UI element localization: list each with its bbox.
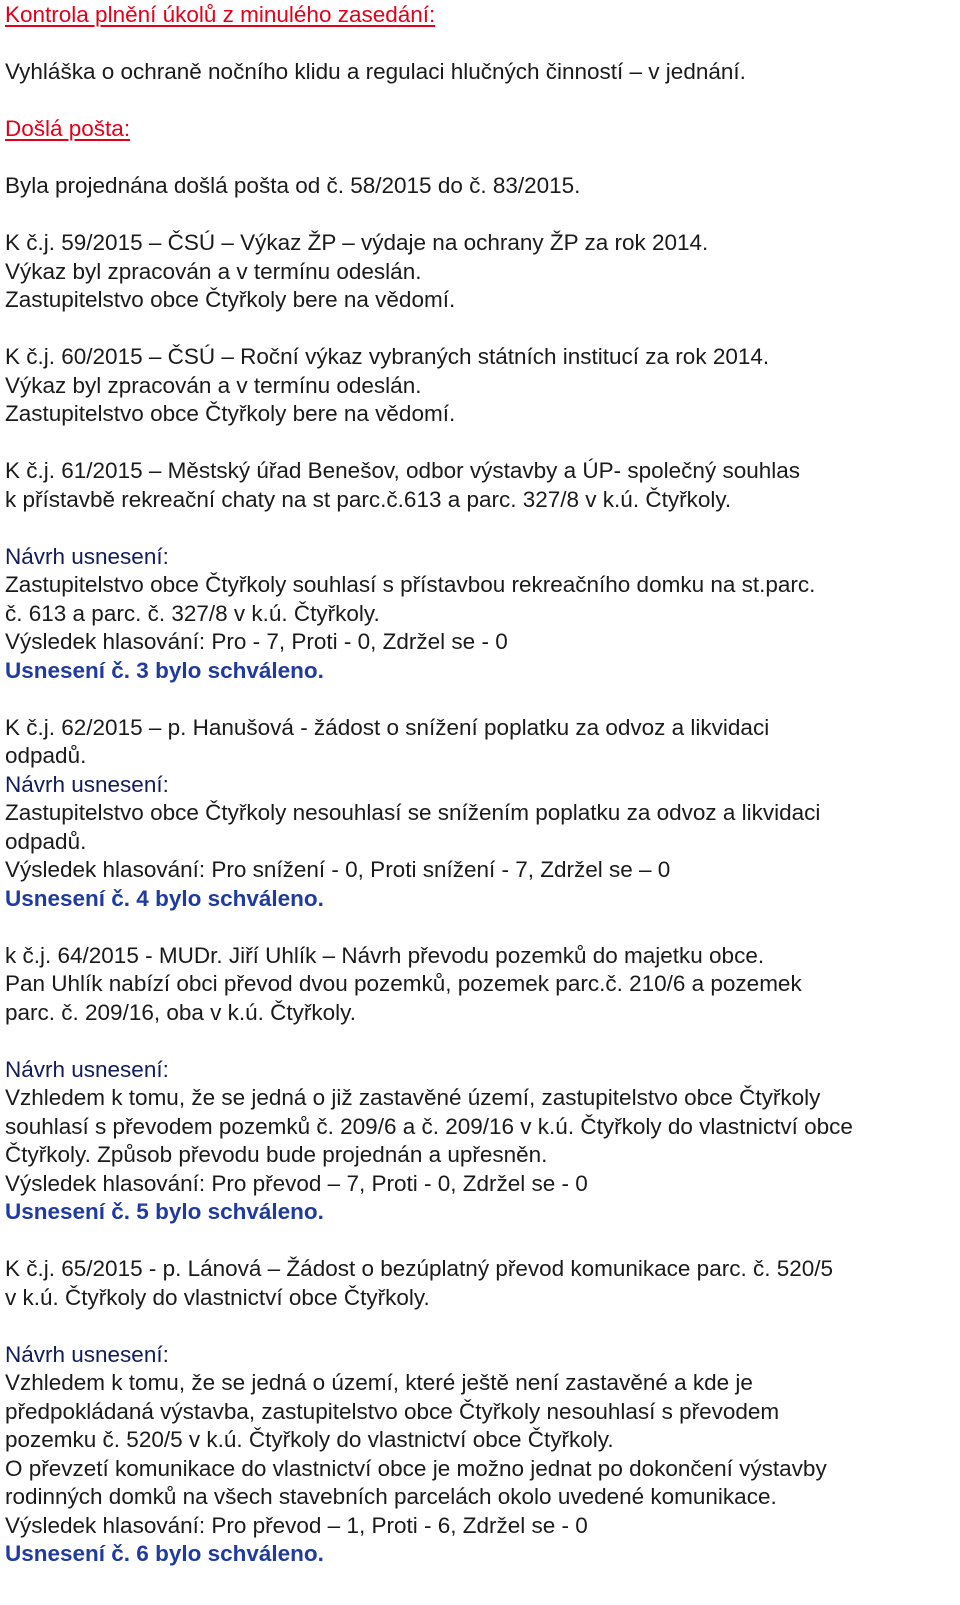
- resolution-5: [5, 1056, 960, 1227]
- vysledek-hlasovani: Výsledek hlasování: Pro snížení - 0, Proti snížení - 7, Zdržel se – 0: [5, 857, 671, 882]
- navrh-usneseni-label: Návrh usnesení:: [5, 1341, 169, 1367]
- navrh-line: souhlasí s převodem pozemků č. 209/6 a č. 209/16 v k.ú. Čtyřkoly do vlastnictví obce: [5, 1113, 853, 1139]
- vysledek-hlasovani: Výsledek hlasování: Pro - 7, Proti - 0, Zdržel se - 0: [5, 629, 508, 654]
- item-62: [5, 714, 960, 771]
- item-line: Zastupitelstvo obce Čtyřkoly bere na vědomí.: [5, 287, 456, 312]
- item-line: Výkaz byl zpracován a v termínu odeslán.: [5, 258, 422, 284]
- item-64: [5, 942, 960, 1028]
- usneseni-schvaleno: Usnesení č. 6 bylo schváleno.: [5, 1541, 324, 1566]
- item-65: [5, 1255, 960, 1312]
- usneseni-schvaleno: Usnesení č. 5 bylo schváleno.: [5, 1199, 324, 1224]
- navrh-line: O převzetí komunikace do vlastnictví obce je možno jednat po dokončení výstavby: [5, 1455, 827, 1481]
- resolution-3: [5, 543, 960, 686]
- item-line: K č.j. 65/2015 - p. Lánová – Žádost o bezúplatný převod komunikace parc. č. 520/5: [5, 1256, 834, 1281]
- document-page: [0, 1, 960, 1605]
- item-line: k č.j. 64/2015 - MUDr. Jiří Uhlík – Návrh převodu pozemků do majetku obce.: [5, 942, 765, 968]
- item-line: v k.ú. Čtyřkoly do vlastnictví obce Čtyřkoly.: [5, 1284, 430, 1310]
- navrh-line: pozemku č. 520/5 v k.ú. Čtyřkoly do vlastnictví obce Čtyřkoly.: [5, 1427, 614, 1452]
- navrh-line: Vzhledem k tomu, že se jedná o již zastavěné území, zastupitelstvo obce Čtyřkoly: [5, 1085, 821, 1110]
- navrh-line: č. 613 a parc. č. 327/8 v k.ú. Čtyřkoly.: [5, 600, 380, 626]
- navrh-line: odpadů.: [5, 828, 87, 854]
- heading-posta: Došlá pošta:: [5, 116, 131, 141]
- item-line: K č.j. 60/2015 – ČSÚ – Roční výkaz vybraných státních institucí za rok 2014.: [5, 344, 770, 369]
- navrh-line: Zastupitelstvo obce Čtyřkoly nesouhlasí se snížením poplatku za odvoz a likvidaci: [5, 800, 821, 825]
- navrh-line: Zastupitelstvo obce Čtyřkoly souhlasí s přístavbou rekreačního domku na st.parc.: [5, 572, 816, 597]
- item-line: odpadů.: [5, 743, 87, 768]
- navrh-usneseni-label: Návrh usnesení:: [5, 771, 169, 797]
- usneseni-schvaleno: Usnesení č. 3 bylo schváleno.: [5, 657, 324, 683]
- vysledek-hlasovani: Výsledek hlasování: Pro převod – 7, Proti - 0, Zdržel se - 0: [5, 1170, 588, 1196]
- navrh-line: Čtyřkoly. Způsob převodu bude projednán a upřesněn.: [5, 1142, 548, 1167]
- posta-text: Byla projednána došlá pošta od č. 58/2015 do č. 83/2015.: [5, 173, 581, 198]
- heading-kontrola: Kontrola plnění úkolů z minulého zasedání:: [5, 2, 436, 27]
- resolution-6: [5, 1341, 960, 1569]
- resolution-4: [5, 771, 960, 914]
- item-line: K č.j. 62/2015 – p. Hanušová - žádost o snížení poplatku za odvoz a likvidaci: [5, 714, 770, 740]
- item-60: [5, 343, 960, 429]
- navrh-line: rodinných domků na všech stavebních parcelách okolo uvedené komunikace.: [5, 1484, 777, 1509]
- navrh-usneseni-label: Návrh usnesení:: [5, 1056, 169, 1082]
- kontrola-text: Vyhláška o ochraně nočního klidu a regulaci hlučných činností – v jednání.: [5, 59, 746, 84]
- usneseni-schvaleno: Usnesení č. 4 bylo schváleno.: [5, 885, 324, 911]
- item-line: parc. č. 209/16, oba v k.ú. Čtyřkoly.: [5, 999, 356, 1025]
- navrh-line: Vzhledem k tomu, že se jedná o území, které ještě není zastavěné a kde je: [5, 1370, 753, 1395]
- item-line: k přístavbě rekreační chaty na st parc.č.613 a parc. 327/8 v k.ú. Čtyřkoly.: [5, 486, 732, 512]
- item-line: Výkaz byl zpracován a v termínu odeslán.: [5, 372, 422, 398]
- navrh-line: předpokládaná výstavba, zastupitelstvo obce Čtyřkoly nesouhlasí s převodem: [5, 1398, 780, 1424]
- item-line: Pan Uhlík nabízí obci převod dvou pozemků, pozemek parc.č. 210/6 a pozemek: [5, 971, 802, 996]
- item-61: [5, 457, 960, 514]
- item-line: K č.j. 61/2015 – Městský úřad Benešov, odbor výstavby a ÚP- společný souhlas: [5, 458, 800, 483]
- item-line: K č.j. 59/2015 – ČSÚ – Výkaz ŽP – výdaje na ochrany ŽP za rok 2014.: [5, 230, 709, 255]
- item-59: [5, 229, 960, 315]
- navrh-usneseni-label: Návrh usnesení:: [5, 543, 169, 569]
- vysledek-hlasovani: Výsledek hlasování: Pro převod – 1, Proti - 6, Zdržel se - 0: [5, 1512, 588, 1538]
- item-line: Zastupitelstvo obce Čtyřkoly bere na vědomí.: [5, 401, 456, 426]
